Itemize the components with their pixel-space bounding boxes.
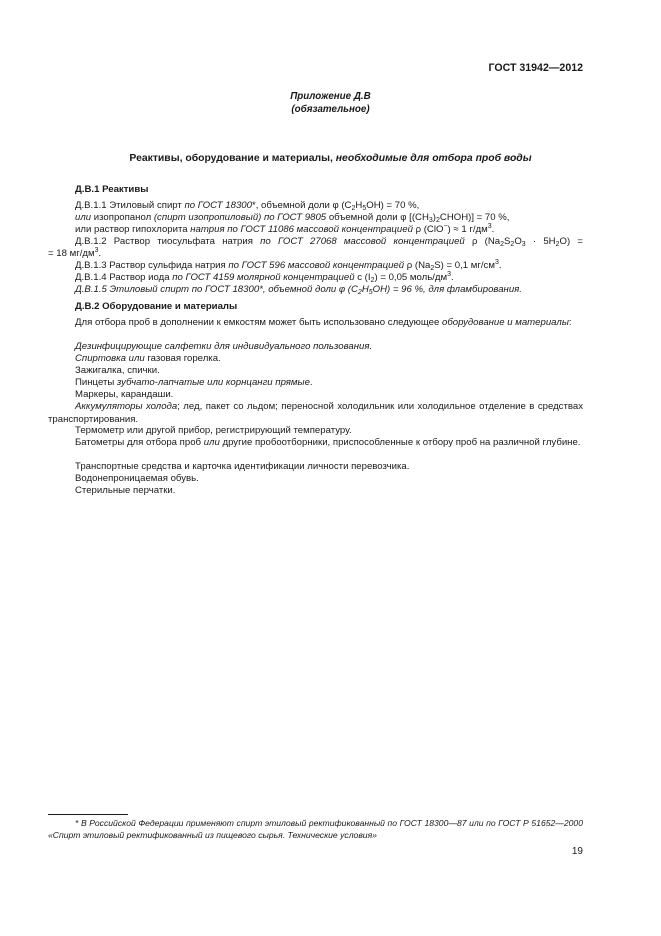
reagent-item-4: Д.В.1.4 Раствор иода по ГОСТ 4159 молярной концентрацией c $(I_2) = 0,05$ моль/$дм^3$. [75, 271, 454, 284]
equipment-item-gloves: Стерильные перчатки. [75, 485, 176, 496]
equipment-item-lighter: Зажигалка, спички. [75, 365, 160, 376]
appendix-subtitle: (обязательное) [291, 104, 370, 115]
equipment-heading: Д.В.2 Оборудование и материалы [75, 301, 238, 312]
appendix-title: Приложение Д.В [290, 91, 371, 102]
section-heading [0, 153, 661, 166]
equipment-item-transport: Транспортные средства и карточка идентификации личности перевозчика. [75, 461, 410, 472]
equipment-item-coolers: Аккумуляторы холода; лед, пакет со льдом; переносной холодильник или холодильное отделение в средствах транспортирования. [48, 401, 583, 425]
reagent-item-3: Д.В.1.3 Раствор сульфида натрия по ГОСТ 596 массовой концентрацией ρ $(Na_2S) = 0,1$ $мг/см^3$. [75, 259, 502, 272]
footnote: * В Российской Федерации применяют спирт этиловый ректификованный по ГОСТ 18300—87 или по ГОСТ Р 51652—2000 «Спирт этиловый ректификованный из пищевого сырья. Технические условия» [48, 818, 583, 840]
reagent-item-1b: или изопропанол (спирт изопропиловый) по ГОСТ 9805 объемной доли φ $[(CH_3)_2CHOH)] = 70$ %, [75, 212, 510, 224]
reagents-heading: Д.В.1 Реактивы [75, 184, 149, 195]
reagent-item-2: Д.В.1.2 Раствор тиосульфата натрия по ГОСТ 27068 массовой концентрацией ρ $(Na_2S_2O_3 \cdot 5H_2O)$ = [75, 236, 583, 248]
document-code: ГОСТ 31942—2012 [488, 62, 583, 74]
equipment-item-wipes: Дезинфицирующие салфетки для индивидуального пользования. [75, 341, 373, 352]
section-heading-italic: необходимые для отбора проб воды [335, 153, 532, 164]
page-number: 19 [571, 846, 583, 857]
equipment-item-thermometer: Термометр или другой прибор, регистрирующий температуру. [75, 425, 352, 436]
reagent-item-1c: или раствор гипохлорита натрия по ГОСТ 11086 массовой концентрацией ρ (ClO−) ≈ 1 $г/дм^3$. [75, 223, 495, 235]
equipment-item-markers: Маркеры, карандаши. [75, 389, 174, 400]
footnote-rule [48, 814, 128, 815]
equipment-item-shoes: Водонепроницаемая обувь. [75, 473, 199, 484]
equipment-item-burner: Спиртовка или газовая горелка. [75, 353, 221, 364]
equipment-item-tweezers: Пинцеты зубчато-лапчатые или корнцанги прямые. [75, 377, 313, 388]
reagent-item-2-cont: = 18 $мг/дм^3$. [48, 247, 102, 259]
equipment-item-samplers: Батометры для отбора проб или другие пробоотборники, приспособленные к отбору проб на различной глубине. [75, 437, 581, 448]
equipment-intro: Для отбора проб в дополнении к емкостям может быть использовано следующее оборудование и материалы: [75, 317, 572, 328]
reagent-item-5: Д.В.1.5 Этиловый спирт по ГОСТ 18300*, объемной доли φ $(C_2H_5OH) = 96$ %, для фламбирования. [75, 284, 522, 296]
section-heading-plain: Реактивы, оборудование и материалы, [129, 153, 336, 164]
reagent-item-1: Д.В.1.1 Этиловый спирт по ГОСТ 18300*, объемной доли φ $(C_2H_5OH) = 70$ %, [75, 200, 420, 212]
